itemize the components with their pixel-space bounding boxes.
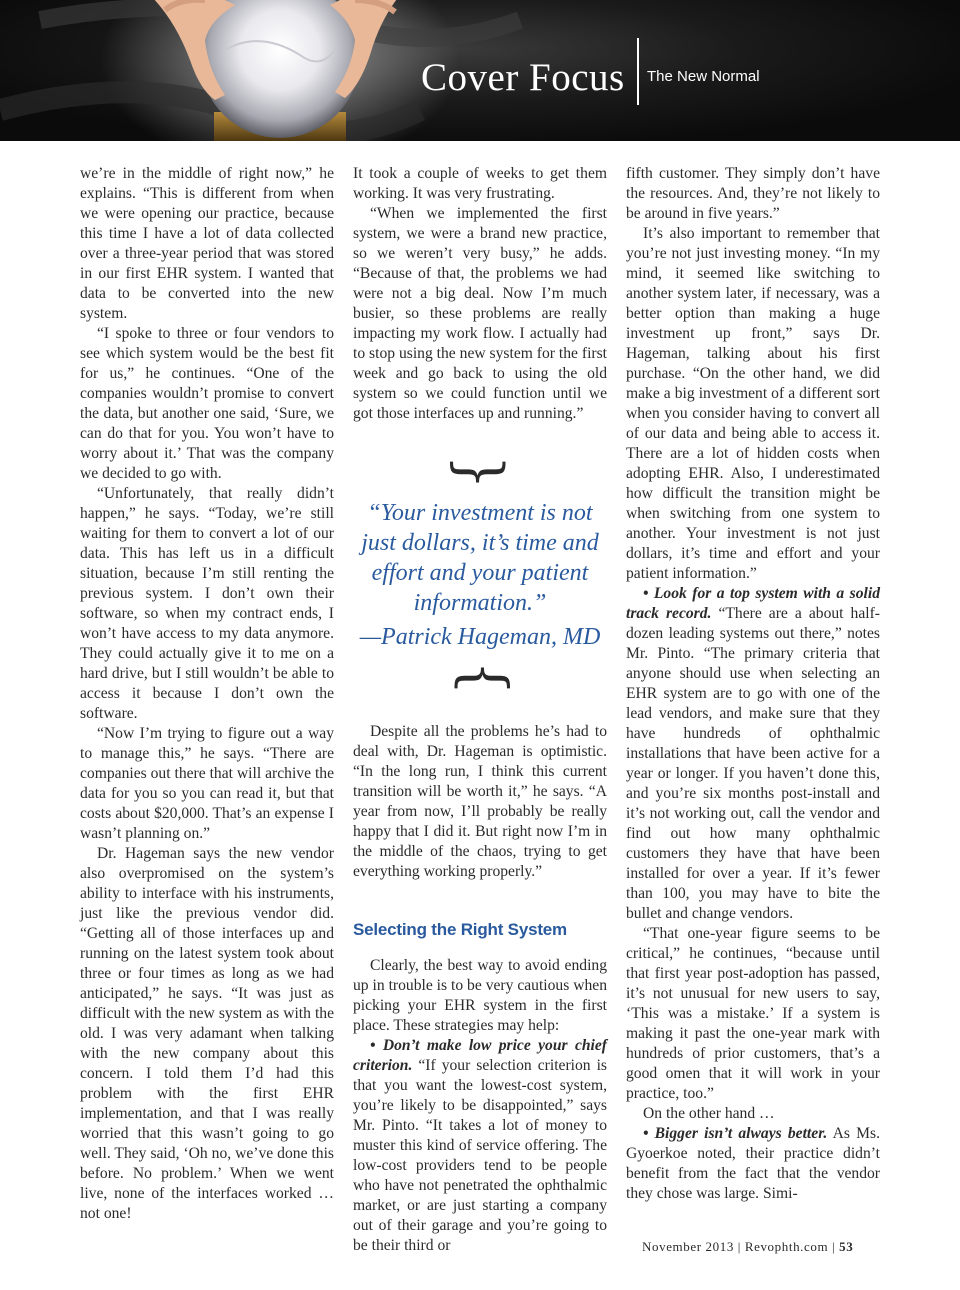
page-footer [642, 1239, 853, 1255]
bullet-lead: • Don’t make low price your chief criterion. [353, 1037, 607, 1074]
section-subhead: Selecting the Right System [353, 920, 567, 939]
paragraph: fifth customer. They simply don’t have the resources. And, they’re not likely to be around in five years.” [626, 165, 880, 222]
column-3 [626, 164, 880, 1204]
paragraph: “Unfortunately, that really didn’t happen,” he says. “Today, we’re still waiting for them to convert a lot of our data. This has left us in a difficult situation, because I’m still renting the previous system. I don’t own their software, so when my contract ends, I won’t have access to my data anymore. They could actually give it to me on a hard drive, but I still wouldn’t be able to access it because I don’t own the software. [80, 485, 334, 722]
paragraph: “When we implemented the first system, we were a brand new practice, so we weren’t very busy,” he adds. “Because of that, the problems we had were not a big deal. Now I’m much busier, so these problems are really impacting my work flow. I actually had to stop using the new system for the first week and go back to using the old system so we could function until we got those interfaces up and running.” [353, 205, 607, 422]
paragraph-text: “If your selection criterion is that you want the lowest-cost system, you’re likely to be disappointed,” says Mr. Pinto. “It takes a lot of money to muster this kind of service offering. The low-cost providers tend to be people who have not penetrated the ophthalmic market, or are just starting a company out of their garage and you’re going to be their third or [353, 1057, 607, 1254]
paragraph: Clearly, the best way to avoid ending up in trouble is to be very cautious when picking your EHR system in the first place. These strategies may help: [353, 957, 607, 1034]
footer-issue: November 2013 | Revophth.com | [642, 1239, 836, 1254]
page-number: 53 [839, 1239, 854, 1254]
title-divider [637, 38, 639, 105]
paragraph [626, 1124, 880, 1204]
paragraph-text: “There are a about half-dozen leading systems out there,” notes Mr. Pinto. “The primary criteria that anyone should use when selecting an EHR system are to go with one of the lead vendors, and make sure that they have hundreds of ophthalmic installations that have been active for a year or longer. If you haven’t done this, and you’re six months post-install and it’s not working out, call the vendor and find out how many ophthalmic customers they have that have been installed for over a year. If it’s fewer than 100, you may have to bite the bullet and change vendors. [626, 605, 880, 922]
paragraph: Dr. Hageman says the new vendor also overpromised on the system’s ability to interface with his instruments, just like the previous vendor did. “Getting all of those interfaces up and running on the latest system took about three or four times as long as we had anticipated,” he says. “It was just as difficult with the new system as with the old. I was very adamant when talking with the new company about this concern. I told them I’d had this problem with the first EHR implementation, and that I was really worried that this wasn’t going to go well. They said, ‘Oh no, we’ve done this before. No problem.’ When we went live, none of the interfaces worked … not one! [80, 845, 334, 1222]
paragraph: “I spoke to three or four vendors to see which system would be the best fit for us,” he continues. “One of the companies wouldn’t promise to convert the data, but another one said, ‘Sure, we can do that for you. You won’t have to worry about it.’ That was the company we decided to go with. [80, 325, 334, 482]
header-banner [0, 0, 960, 141]
paragraph: It took a couple of weeks to get them working. It was very frustrating. [353, 165, 607, 202]
paragraph [353, 1036, 607, 1256]
paragraph-text: As Ms. Gyoerkoe noted, their practice didn’t benefit from the fact that the vendor they chose was large. Simi- [626, 1125, 880, 1202]
paragraph: It’s also important to remember that you’re not just investing money. “In my mind, it seemed like switching to another system later, if necessary, was a better option than making a huge investment up front,” says Dr. Hageman, talking about his first purchase. “On the other hand, we did make a big investment of a different sort when you consider having to convert all of our data and being able to access it. There are a lot of hidden costs when adopting EHR. Also, I underestimated how difficult the transition might be when switching from one system to another. Your investment is not just dollars, it’s time and effort and your patient information.” [626, 225, 880, 582]
top-brace-icon: } [445, 454, 515, 490]
bullet-lead: • Bigger isn’t always better. [643, 1125, 828, 1142]
bottom-brace-icon: } [445, 660, 515, 696]
section-subtitle: The New Normal [647, 68, 760, 85]
column-1 [80, 164, 334, 1224]
paragraph: “That one-year figure seems to be critical,” he continues, “because until that first year post-adoption has passed, it’s not unusual for new users to say, ‘This was a mistake.’ If a system is making it past the one-year mark with hundreds of prior customers, that’s a good omen that it will work in your practice, too.” [626, 925, 880, 1102]
paragraph [626, 584, 880, 924]
paragraph: “Now I’m trying to figure out a way to manage this,” he says. “There are companies out there that will archive the data for you so you can read it, but that costs about $20,000. That’s an expense I wasn’t planning on.” [80, 725, 334, 842]
paragraph: Despite all the problems he’s had to deal with, Dr. Hageman is optimistic. “In the long run, I think this current transition will be worth it,” he says. “A year from now, I’ll probably be really happy that I did it. But right now I’m in the middle of the chaos, trying to get everything working properly.” [353, 723, 607, 880]
pull-quote-text: “Your investment is not just dollars, it’s time and effort and your patient information.” [361, 500, 599, 616]
bullet-lead: • Look for a top system with a solid track record. [626, 585, 880, 622]
pull-quote-attribution: —Patrick Hageman, MD [359, 624, 601, 650]
column-2 [353, 164, 607, 1256]
section-title: Cover Focus [421, 56, 625, 99]
paragraph: we’re in the middle of right now,” he explains. “This is different from when we were opening our practice, because this time I have a lot of data collected over a three-year period that was stored in our first EHR system. I wanted that data to be converted into the new system. [80, 165, 334, 322]
paragraph: On the other hand … [643, 1105, 775, 1122]
pull-quote [353, 450, 607, 700]
